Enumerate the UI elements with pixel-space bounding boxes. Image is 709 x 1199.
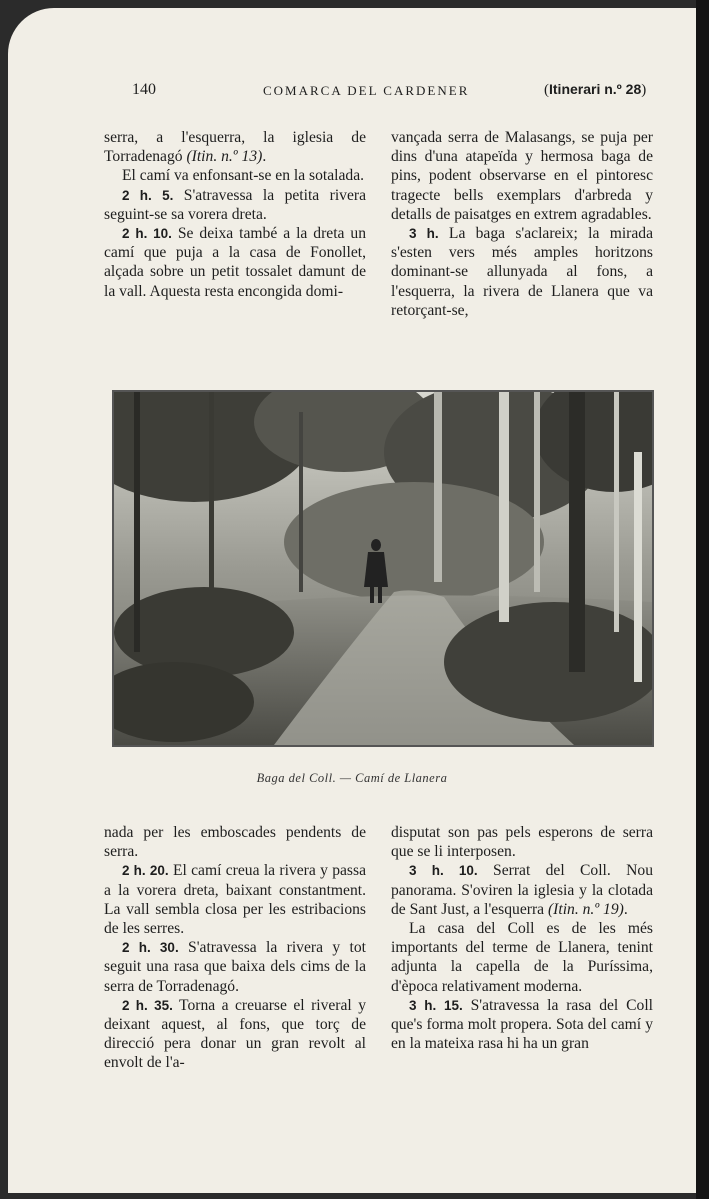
paragraph-text: El camí creua la rivera y passa a la vorera dreta, baixant constantment. La vall sembla closa per les estribacions de les serres. — [104, 862, 366, 938]
punctuation: . — [262, 148, 267, 166]
paragraph-text: serra, a l'esquerra, la iglesia de Torradenagó — [104, 129, 366, 166]
paragraph-text: S'atravessa la petita rivera seguint-se sa vorera dreta. — [104, 186, 367, 223]
time-marker: 2 h. 30. — [122, 940, 179, 956]
itinerary-cross-reference: (Itin. n.º 19) — [547, 900, 624, 918]
book-page — [8, 8, 696, 1193]
photo-illustration — [114, 392, 652, 745]
paragraph — [391, 861, 653, 919]
time-marker: 3 h. 15. — [409, 997, 463, 1013]
paragraph — [104, 186, 366, 224]
time-marker: 2 h. 10. — [122, 226, 172, 242]
itinerary-label: Itinerari n.º 28 — [549, 81, 642, 97]
text-column-top-right — [391, 128, 653, 320]
text-column-bottom-right — [391, 823, 653, 1053]
paragraph: La casa del Coll es de les més importants del terme de Llanera, tenint adjunta la capella de la Puríssima, d'època relativament moderna. — [391, 920, 653, 995]
itinerary-open-paren: ( — [544, 82, 549, 98]
itinerary-cross-reference: (Itin. n.º 13) — [186, 148, 263, 166]
paragraph: nada per les emboscades pendents de serra. — [104, 824, 366, 861]
paragraph-text: Torna a creuarse el riveral y deixant aquest, al fons, que torç de direcció pera donar un gran revolt al envolt de l'a- — [104, 996, 366, 1072]
page-number: 140 — [132, 81, 156, 98]
time-marker: 2 h. 20. — [122, 863, 169, 879]
paragraph — [104, 224, 366, 301]
forest-path-photograph — [112, 390, 654, 747]
paragraph-text: Serrat del Coll. Nou panorama. S'oviren la iglesia y la clotada de Sant Just, a l'esquerra — [391, 862, 653, 918]
text-column-bottom-left — [104, 823, 366, 1073]
itinerary-reference — [544, 81, 646, 99]
paragraph-text: S'atravessa la rivera y tot seguit una rasa que baixa dels cims de la serra de Torradenagó. — [104, 939, 366, 995]
paragraph: El camí va enfonsant-se en la sotalada. — [122, 167, 365, 185]
paragraph — [104, 128, 366, 166]
paragraph-text: Se deixa també a la dreta un camí que puja a la casa de Fonollet, alçada sobre un petit tossalet damunt de la vall. Aquesta resta encongida domi- — [104, 225, 367, 300]
paragraph — [391, 996, 653, 1054]
time-marker: 3 h. — [409, 226, 439, 242]
itinerary-close-paren: ) — [641, 82, 647, 98]
book-edge — [696, 0, 709, 1199]
running-header — [8, 81, 696, 105]
photo-caption: Baga del Coll. — Camí de Llanera — [256, 771, 448, 785]
time-marker: 3 h. 10. — [409, 863, 478, 879]
paragraph-text: La baga s'aclareix; la mirada s'esten vers més amples horitzons dominant-se allunyada al fons, a l'esquerra, la rivera de Llanera que va retorçant-se, — [391, 225, 653, 319]
paragraph — [104, 996, 366, 1073]
paragraph — [104, 938, 366, 996]
punctuation: . — [623, 900, 628, 918]
paragraph — [391, 224, 653, 320]
paragraph-text: S'atravessa la rasa del Coll que's forma molt propera. Sota del camí y en la mateixa rasa hi ha un gran — [391, 996, 654, 1053]
paragraph: disputat son pas pels esperons de serra que se li interposen. — [391, 824, 653, 861]
running-title: COMARCA DEL CARDENER — [263, 83, 470, 98]
paragraph — [104, 861, 366, 938]
text-column-top-left — [104, 128, 366, 301]
time-marker: 2 h. 35. — [122, 997, 173, 1013]
time-marker: 2 h. 5. — [122, 187, 174, 203]
paragraph: vançada serra de Malasangs, se puja per dins d'una atapeïda y hermosa baga de pins, podent observarse en el pintoresc tragecte bells exemplars d'arbreda y detalls de paisatges en extrem agradables. — [391, 129, 653, 223]
